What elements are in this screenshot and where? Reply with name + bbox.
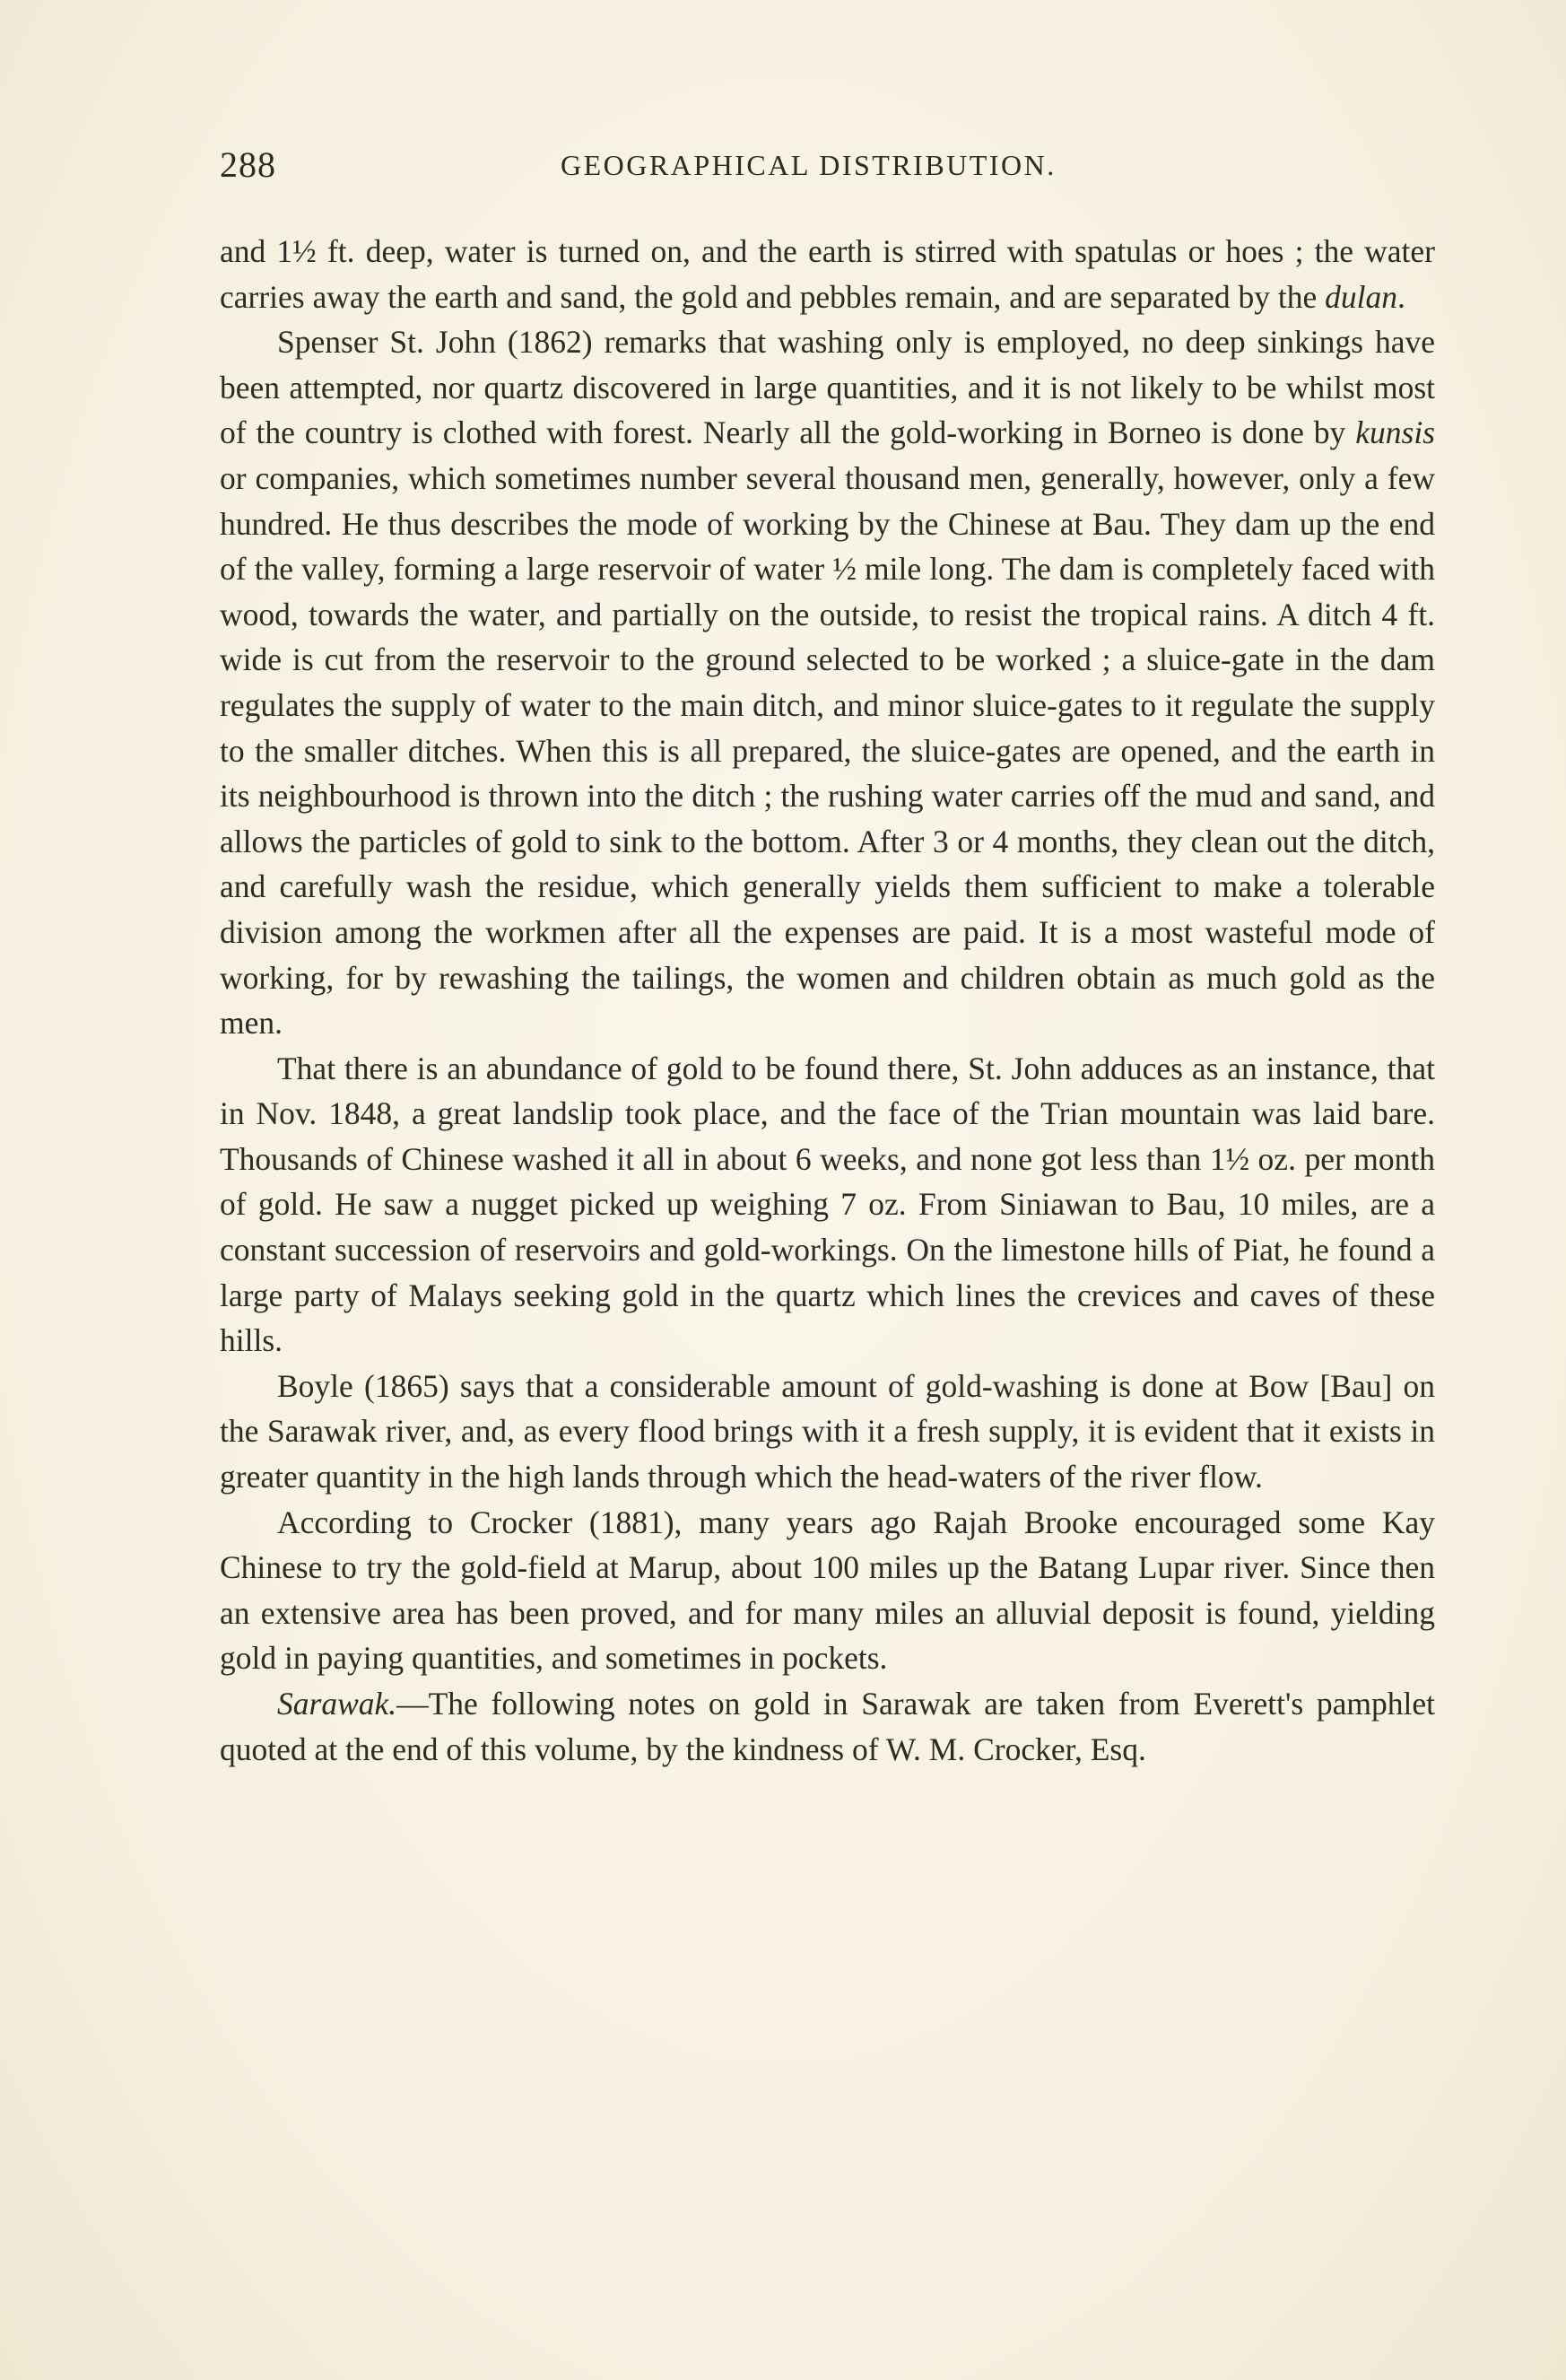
italic-term: kunsis [1355, 414, 1435, 451]
text-run: That there is an abundance of gold to be found there, St. John adduces as an instance, that in Nov. 1848, a great landslip took place, and the face of the Trian mountain was laid bare. Thousands of Chinese washed it all in about 6 weeks, and none got less than 1½ oz. per month of gold. He saw a nugget picked up weighing 7 oz. From Siniawan to Bau, 10 miles, are a constant succession of reservoirs and gold-workings. On the limestone hills of Piat, he found a large party of Malays seeking gold in the quartz which lines the crevices and caves of these hills. [220, 1050, 1435, 1359]
paragraph [220, 229, 1435, 319]
text-run: and 1½ ft. deep, water is turned on, and the earth is stirred with spatulas or hoes ; the water carries away the earth and sand, the gold and pebbles remain, and are separated by the [220, 233, 1435, 315]
text-run: Spenser St. John (1862) remarks that washing only is employed, no deep sinkings have been attempted, nor quartz discovered in large quantities, and it is not likely to be whilst most of the country is clothed with forest. Nearly all the gold-working in Borneo is done by [220, 324, 1435, 451]
paragraph [220, 1046, 1435, 1364]
page-header [220, 144, 1435, 197]
text-run: or companies, which sometimes number several thousand men, generally, however, only a few hundred. He thus describes the mode of working by the Chinese at Bau. They dam up the end of the valley, forming a large reservoir of water ½ mile long. The dam is completely faced with wood, towards the water, and partially on the outside, to resist the tropical rains. A ditch 4 ft. wide is cut from the reservoir to the ground selected to be worked ; a sluice-gate in the dam regulates the supply of water to the main ditch, and minor sluice-gates to it regulate the supply to the smaller ditches. When this is all prepared, the sluice-gates are opened, and the earth in its neighbourhood is thrown into the ditch ; the rushing water carries off the mud and sand, and allows the particles of gold to sink to the bottom. After 3 or 4 months, they clean out the ditch, and carefully wash the residue, which generally yields them sufficient to make a tolerable division among the workmen after all the expenses are paid. It is a most wasteful mode of working, for by rewashing the tailings, the women and children obtain as much gold as the men. [220, 459, 1435, 1042]
text-run: Boyle (1865) says that a considerable amount of gold-washing is done at Bow [Bau] on the Sarawak river, and, as every flood brings with it a fresh supply, it is evident that it exists in greater quantity in the high lands through which the head-waters of the river flow. [220, 1367, 1435, 1495]
italic-term: dulan [1325, 278, 1397, 315]
paragraph [220, 1500, 1435, 1681]
paragraph [220, 319, 1435, 1046]
italic-term: Sarawak. [277, 1686, 397, 1722]
running-head: GEOGRAPHICAL DISTRIBUTION. [561, 149, 1057, 181]
paragraph [220, 1681, 1435, 1772]
body-text [220, 229, 1435, 1772]
page-number: 288 [220, 144, 276, 185]
text-run: . [1397, 278, 1405, 315]
paragraph [220, 1364, 1435, 1500]
text-run: —The following notes on gold in Sarawak are taken from Everett's pamphlet quoted at the end of this volume, by the kindness of W. M. Crocker, Esq. [220, 1686, 1435, 1767]
text-run: According to Crocker (1881), many years ago Rajah Brooke encouraged some Kay Chinese to try the gold-field at Marup, about 100 miles up the Batang Lupar river. Since then an extensive area has been proved, and for many miles an alluvial deposit is found, yielding gold in paying quantities, and sometimes in pockets. [220, 1504, 1435, 1677]
